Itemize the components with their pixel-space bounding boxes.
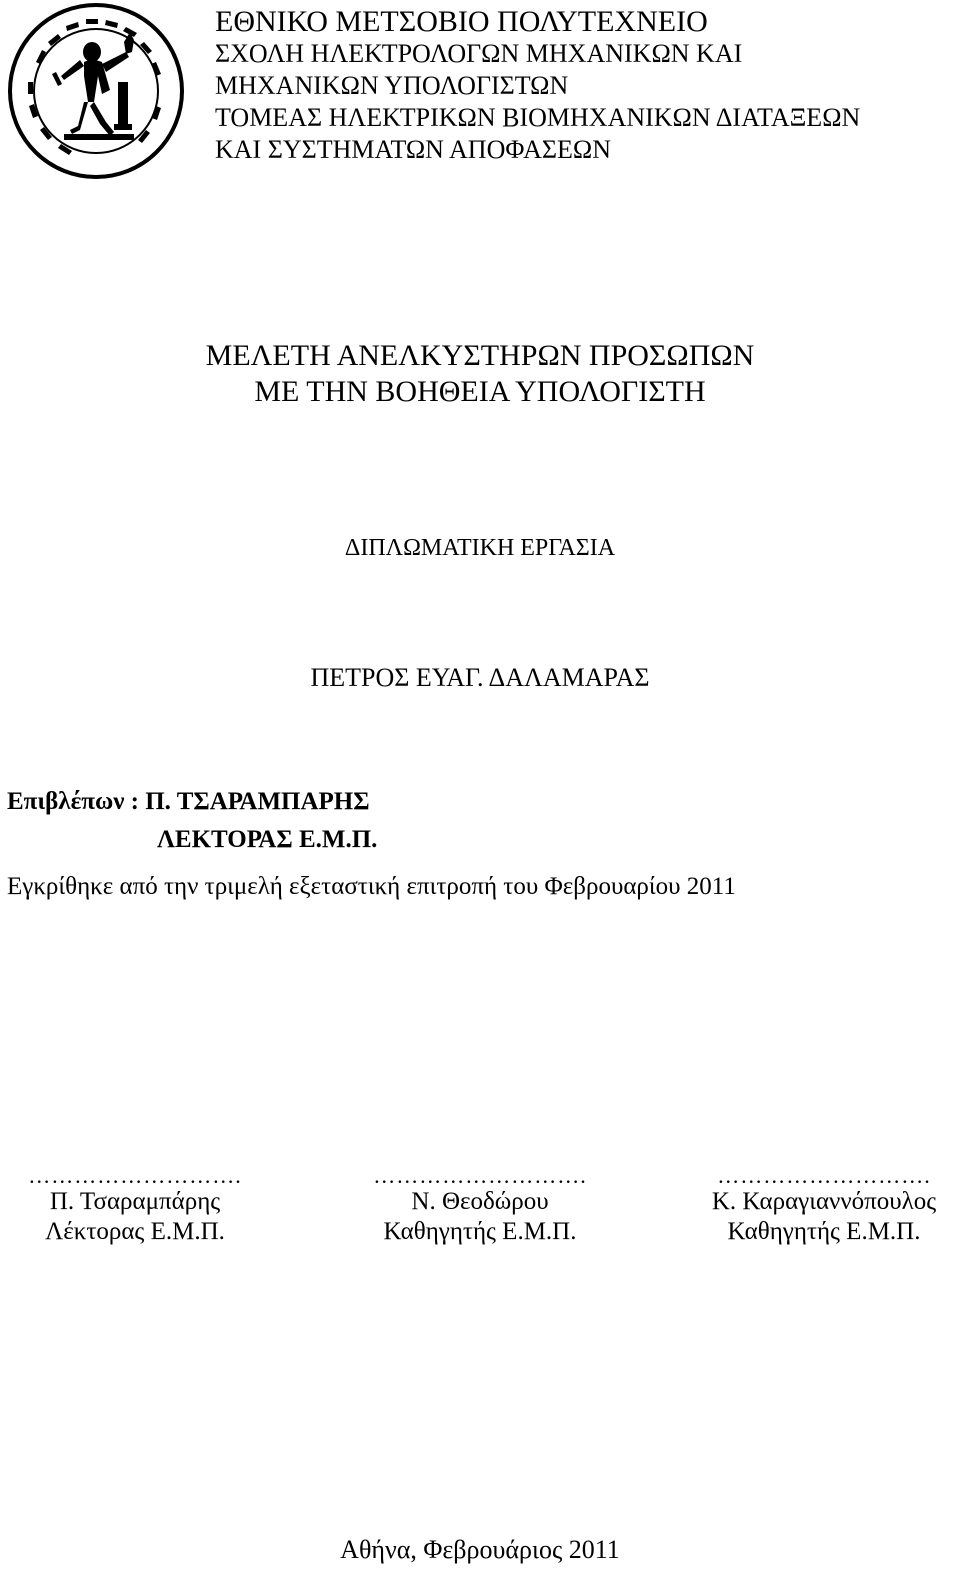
committee-member (0, 1165, 270, 1247)
committee-member (345, 1165, 615, 1247)
school-name-line1: ΣΧΟΛΗ ΗΛΕΚΤΡΟΛΟΓΩΝ ΜΗΧΑΝΙΚΩΝ ΚΑΙ (215, 39, 743, 68)
thesis-title-line2: ΜΕ ΤΗΝ ΒΟΗΘΕΙΑ ΥΠΟΛΟΓΙΣΤΗ (254, 375, 706, 408)
department-name-line2: ΚΑΙ ΣΥΣΤΗΜΑΤΩΝ ΑΠΟΦΑΣΕΩΝ (215, 135, 612, 164)
supervisor-name: Επιβλέπων : Π. ΤΣΑΡΑΜΠΑΡΗΣ (7, 788, 370, 815)
ntua-seal-icon (6, 2, 186, 180)
thesis-author: ΠΕΤΡΟΣ ΕΥΑΓ. ΔΑΛΑΜΑΡΑΣ (310, 663, 650, 692)
committee-member-role: Λέκτορας Ε.Μ.Π. (45, 1218, 225, 1245)
thesis-type: ΔΙΠΛΩΜΑΤΙΚΗ ΕΡΓΑΣΙΑ (344, 535, 616, 561)
committee-member (690, 1165, 958, 1247)
thesis-title (0, 338, 960, 410)
institution-name: ΕΘΝΙΚΟ ΜΕΤΣΟΒΙΟ ΠΟΛΥΤΕΧΝΕΙΟ (215, 5, 708, 38)
committee-member-role: Καθηγητής Ε.Μ.Π. (383, 1218, 577, 1245)
committee-member-name: Π. Τσαραμπάρης (49, 1188, 221, 1215)
signature-line: ………………………. (717, 1163, 931, 1188)
institution-header (215, 6, 955, 166)
approval-statement: Εγκρίθηκε από την τριμελή εξεταστική επιτροπή του Φεβρουαρίου 2011 (7, 873, 736, 900)
signature-line: ………………………. (28, 1163, 242, 1188)
supervisor-role: ΛΕΚΤΟΡΑΣ Ε.Μ.Π. (157, 826, 378, 853)
department-name-line1: ΤΟΜΕΑΣ ΗΛΕΚΤΡΙΚΩΝ ΒΙΟΜΗΧΑΝΙΚΩΝ ΔΙΑΤΑΞΕΩΝ (215, 103, 861, 132)
thesis-title-line1: ΜΕΛΕΤΗ ΑΝΕΛΚΥΣΤΗΡΩΝ ΠΡΟΣΩΠΩΝ (205, 339, 755, 372)
school-name-line2: ΜΗΧΑΝΙΚΩΝ ΥΠΟΛΟΓΙΣΤΩΝ (215, 71, 569, 100)
committee-member-name: Ν. Θεοδώρου (411, 1188, 549, 1215)
committee-member-name: Κ. Καραγιαννόπουλος (711, 1188, 937, 1215)
supervisor-block (7, 783, 377, 859)
committee-signatures (0, 1165, 960, 1255)
place-date: Αθήνα, Φεβρουάριος 2011 (340, 1535, 620, 1564)
committee-member-role: Καθηγητής Ε.Μ.Π. (727, 1218, 921, 1245)
signature-line: ………………………. (373, 1163, 587, 1188)
